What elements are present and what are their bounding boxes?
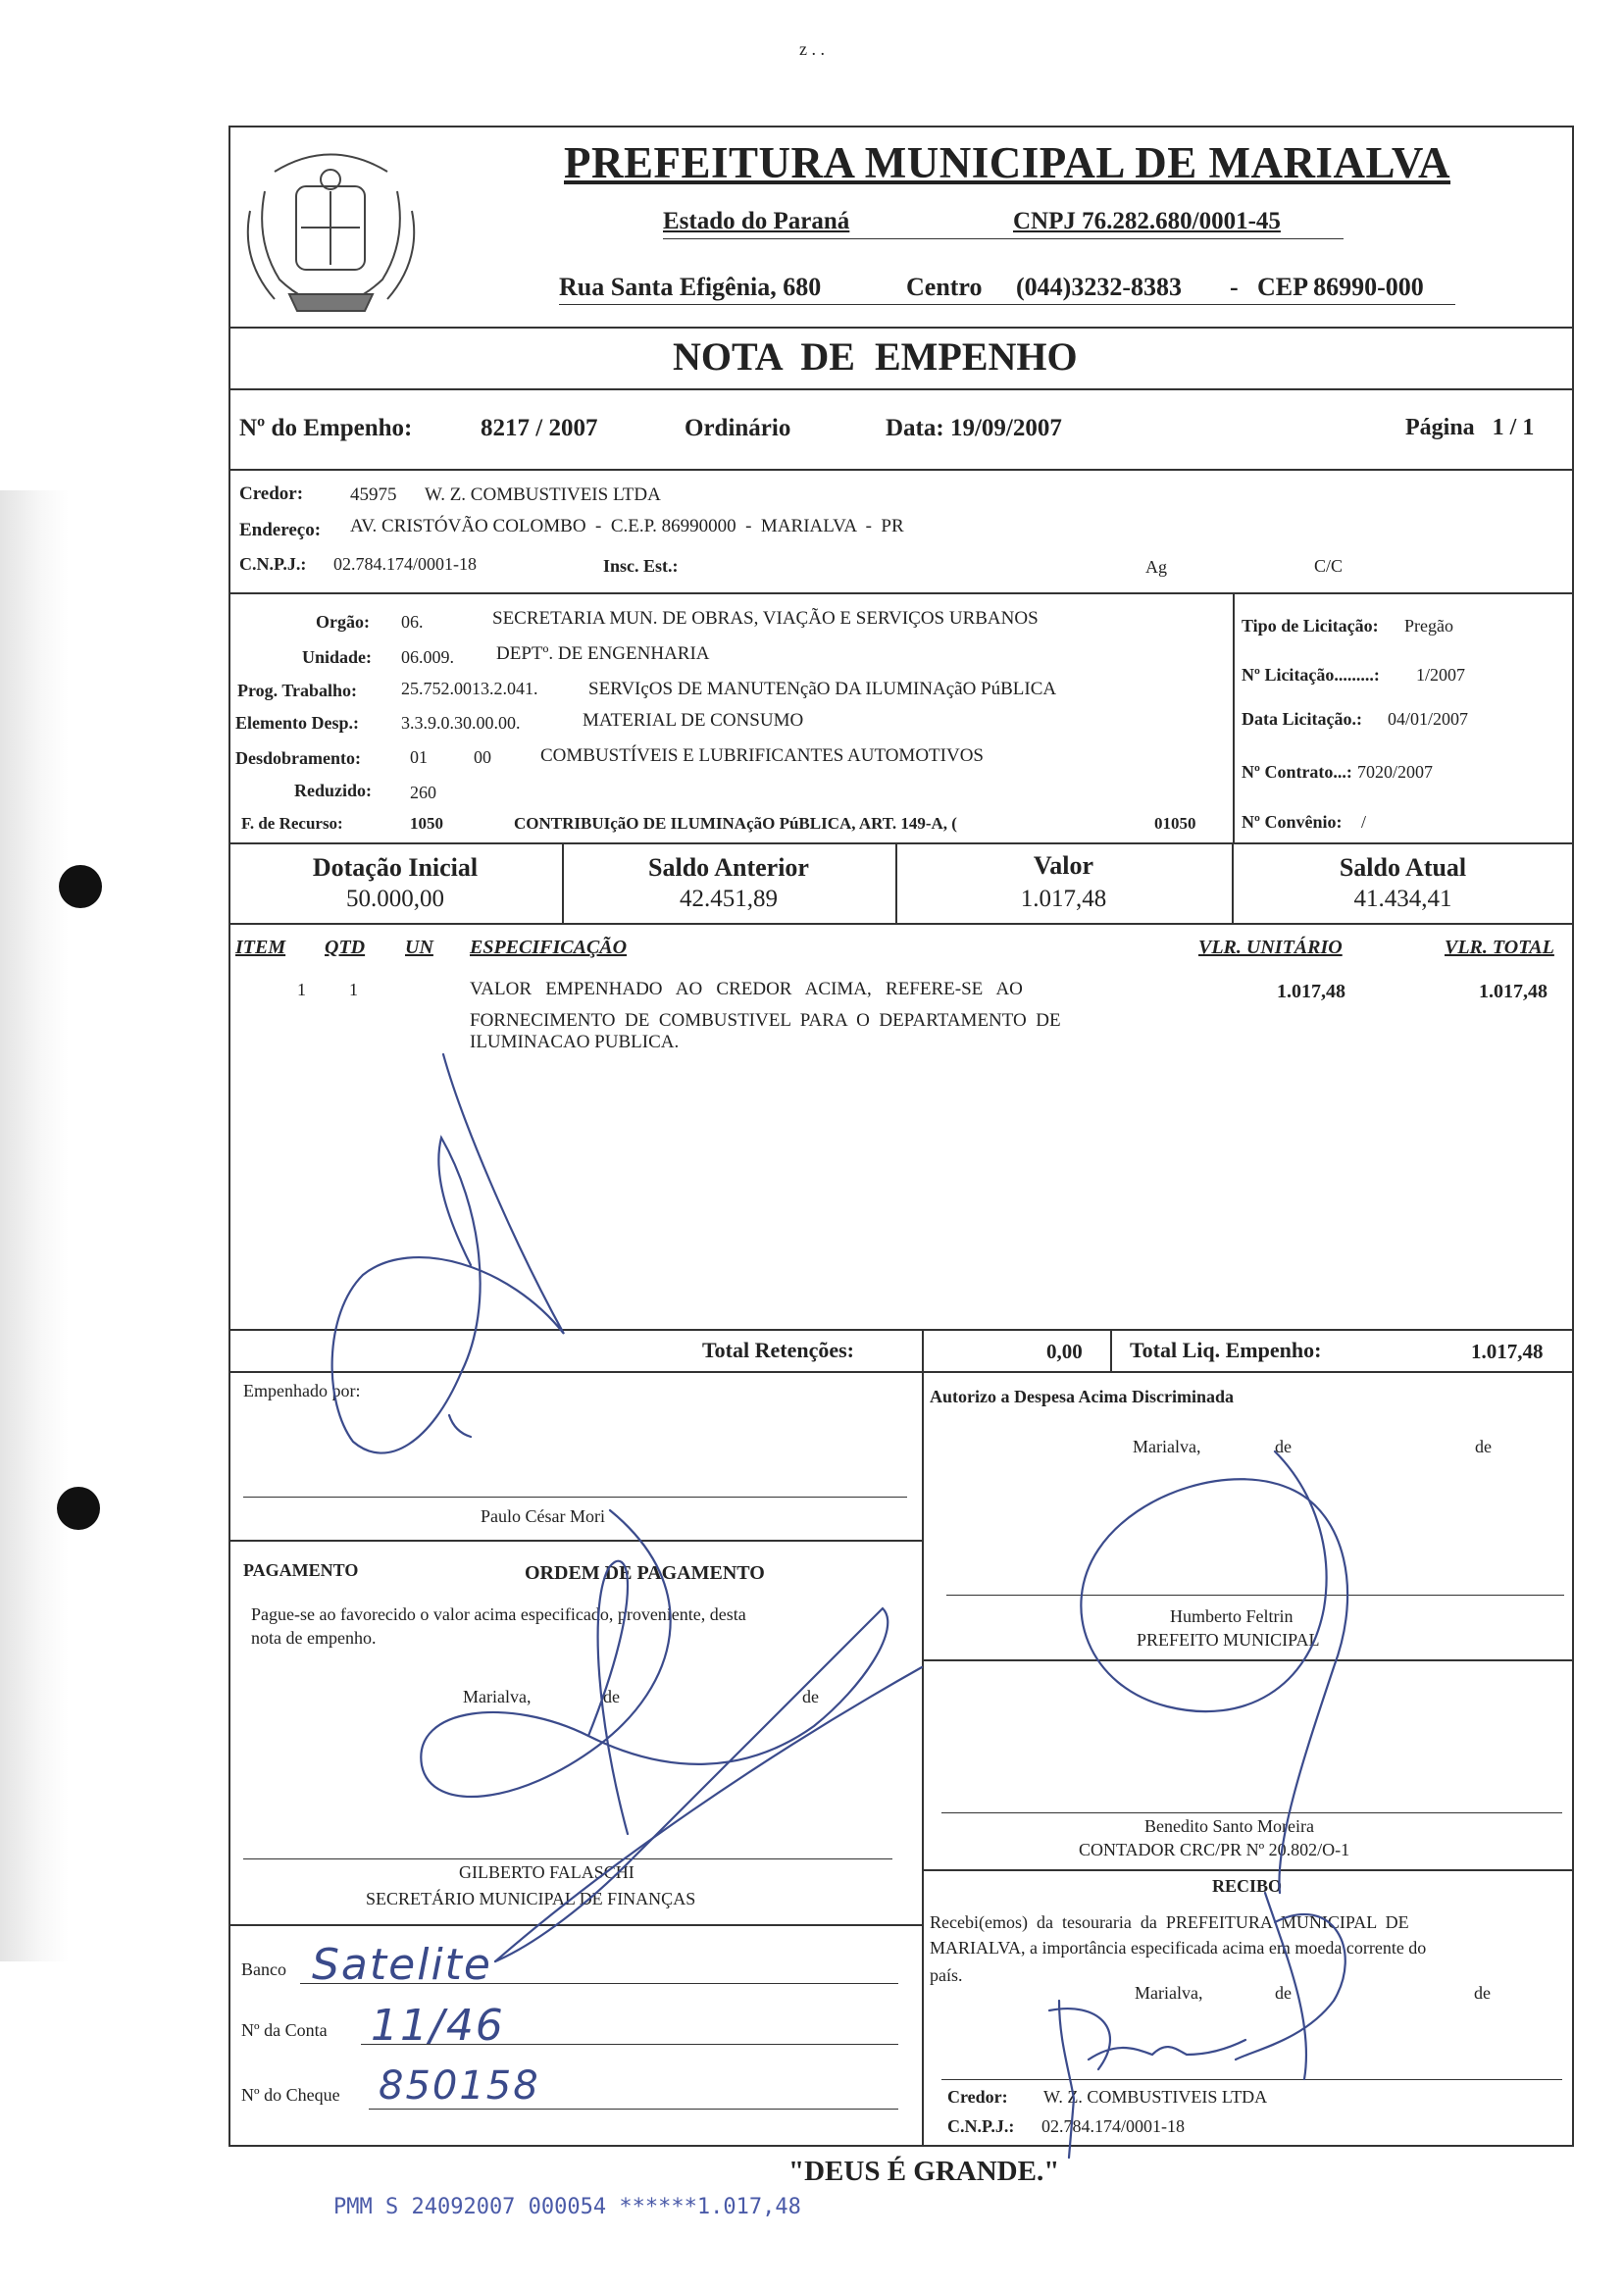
rec-de-2: de bbox=[1474, 1983, 1491, 2003]
header-rule-1 bbox=[663, 238, 1344, 239]
creditor-cnpj: 02.784.174/0001-18 bbox=[333, 554, 477, 574]
empenho-type: Ordinário bbox=[685, 415, 791, 441]
saldo-atual-value: 41.434,41 bbox=[1353, 886, 1452, 912]
desdobramento-name: COMBUSTÍVEIS E LUBRIFICANTES AUTOMOTIVOS bbox=[540, 745, 984, 766]
empenhado-label: Empenhado por: bbox=[243, 1381, 361, 1400]
conta-line bbox=[361, 2044, 898, 2045]
recibo-title: RECIBO bbox=[1212, 1876, 1283, 1896]
credor-label: Credor: bbox=[239, 483, 304, 504]
empenho-date: Data: 19/09/2007 bbox=[886, 415, 1062, 441]
col-un: UN bbox=[405, 937, 433, 958]
retencoes-label: Total Retenções: bbox=[702, 1338, 854, 1362]
prog-label: Prog. Trabalho: bbox=[237, 681, 358, 700]
banco-label: Banco bbox=[241, 1959, 286, 1979]
aut-de-2: de bbox=[1475, 1437, 1492, 1456]
footer-stamp: PMM S 24092007 000054 ******1.017,48 bbox=[333, 2195, 801, 2219]
recibo-line-3: país. bbox=[930, 1965, 963, 1985]
tipo-licitacao-value: Pregão bbox=[1404, 616, 1453, 636]
pag-marialva: Marialva, bbox=[463, 1687, 532, 1706]
dotacao-label: Dotação Inicial bbox=[312, 853, 479, 882]
divider-info bbox=[228, 469, 1574, 471]
divider-title bbox=[228, 388, 1574, 390]
empenhado-name: Paulo César Mori bbox=[481, 1506, 605, 1526]
top-marks: z . . bbox=[799, 39, 825, 59]
credor-name: W. Z. COMBUSTIVEIS LTDA bbox=[425, 484, 661, 505]
rec-cnpj-label: C.N.P.J.: bbox=[947, 2116, 1015, 2136]
header-dash: - bbox=[1230, 273, 1239, 301]
prog-code: 25.752.0013.2.041. bbox=[401, 679, 538, 698]
mayor-title: PREFEITO MUNICIPAL bbox=[1137, 1630, 1320, 1650]
saldo-anterior-value: 42.451,89 bbox=[680, 886, 778, 912]
pagamento-title: PAGAMENTO bbox=[243, 1560, 359, 1580]
dotacao-value: 50.000,00 bbox=[346, 886, 444, 912]
header-cnpj: CNPJ 76.282.680/0001-45 bbox=[1013, 208, 1281, 234]
col-spec: ESPECIFICAÇÃO bbox=[470, 937, 628, 958]
liq-empenho-value: 1.017,48 bbox=[1471, 1340, 1544, 1363]
aut-marialva: Marialva, bbox=[1133, 1437, 1201, 1456]
col-item: ITEM bbox=[235, 937, 286, 958]
saldo-anterior-label: Saldo Anterior bbox=[648, 853, 809, 882]
recibo-line-1: Recebi(emos) da tesouraria da PREFEITURA MUNICIPAL DE bbox=[930, 1912, 1409, 1932]
finance-signature-line bbox=[243, 1858, 892, 1859]
divider-empenhado bbox=[228, 1540, 922, 1542]
convenio-label: Nº Convênio: bbox=[1242, 812, 1343, 832]
contrato-value: 7020/2007 bbox=[1357, 762, 1434, 782]
rec-credor-value: W. Z. COMBUSTIVEIS LTDA bbox=[1043, 2087, 1268, 2107]
divider-budget bbox=[228, 842, 1574, 844]
valor-value: 1.017,48 bbox=[1020, 886, 1107, 912]
unidade-label: Unidade: bbox=[302, 647, 373, 667]
divider-budget-vertical bbox=[1233, 592, 1235, 842]
scan-shadow bbox=[0, 490, 69, 1961]
punch-hole-bottom bbox=[57, 1487, 100, 1530]
header-state: Estado do Paraná bbox=[663, 208, 850, 234]
contrato-label: Nº Contrato...: bbox=[1242, 762, 1352, 782]
item-unit-value: 1.017,48 bbox=[1277, 981, 1345, 1002]
reduzido-value: 260 bbox=[410, 783, 436, 802]
reduzido-label: Reduzido: bbox=[294, 781, 373, 800]
desdobramento-a: 01 bbox=[410, 747, 428, 767]
mayor-signature-line bbox=[946, 1595, 1564, 1596]
divider-retencoes-bottom bbox=[228, 1371, 1574, 1373]
divider-lower-vertical bbox=[922, 1371, 924, 2147]
elemento-name: MATERIAL DE CONSUMO bbox=[583, 710, 804, 731]
orgao-label: Orgão: bbox=[316, 612, 370, 632]
finance-name: GILBERTO FALASCHI bbox=[459, 1862, 634, 1882]
item-qtd: 1 bbox=[349, 980, 358, 999]
banco-value: Satelite bbox=[312, 1940, 492, 1990]
conta-label: Nº da Conta bbox=[241, 2020, 328, 2040]
item-spec-line-1: VALOR EMPENHADO AO CREDOR ACIMA, REFERE-SE AO bbox=[470, 979, 1023, 999]
item-total-value: 1.017,48 bbox=[1479, 981, 1548, 1002]
rec-de-1: de bbox=[1275, 1983, 1292, 2003]
conta-value: 11/46 bbox=[371, 2001, 505, 2051]
cnpj-label: C.N.P.J.: bbox=[239, 554, 307, 574]
recurso-name: CONTRIBUIçãO DE ILUMINAçãO PúBLICA, ART. 149-A, ( bbox=[514, 814, 957, 833]
desdobramento-label: Desdobramento: bbox=[235, 748, 361, 768]
divider-mayor bbox=[922, 1659, 1574, 1661]
liq-empenho-label: Total Liq. Empenho: bbox=[1130, 1338, 1322, 1362]
cheque-value: 850158 bbox=[379, 2063, 540, 2109]
convenio-value: / bbox=[1361, 812, 1367, 832]
recibo-line-2: MARIALVA, a importância especificada acima em moeda corrente do bbox=[930, 1938, 1427, 1958]
divider-totals bbox=[228, 923, 1574, 925]
num-licitacao-value: 1/2007 bbox=[1416, 665, 1466, 685]
divider-retencoes-top bbox=[228, 1329, 1574, 1331]
pague-line-1: Pague-se ao favorecido o valor acima especificado, proveniente, desta bbox=[251, 1604, 746, 1624]
header-phone: (044)3232-8383 bbox=[1016, 273, 1182, 301]
cheque-label: Nº do Cheque bbox=[241, 2085, 340, 2105]
municipal-coat-of-arms bbox=[235, 132, 427, 329]
recurso-label: F. de Recurso: bbox=[241, 814, 343, 833]
item-spec-line-2: FORNECIMENTO DE COMBUSTIVEL PARA O DEPARTAMENTO DE bbox=[470, 1010, 1061, 1031]
retencoes-divider-2 bbox=[1110, 1329, 1112, 1371]
endereco-label: Endereço: bbox=[239, 520, 322, 540]
prog-name: SERVIçOS DE MANUTENçãO DA ILUMINAçãO PúBLICA bbox=[588, 679, 1057, 699]
pag-de-2: de bbox=[802, 1687, 819, 1706]
orgao-code: 06. bbox=[401, 612, 424, 632]
header-rule-2 bbox=[559, 304, 1455, 305]
page-number: Página 1 / 1 bbox=[1405, 415, 1535, 440]
divider-header bbox=[228, 327, 1574, 329]
divider-accountant bbox=[922, 1869, 1574, 1871]
recibo-signature-line bbox=[941, 2079, 1562, 2080]
finance-title: SECRETÁRIO MUNICIPAL DE FINANÇAS bbox=[366, 1889, 696, 1908]
rec-cnpj-value: 02.784.174/0001-18 bbox=[1041, 2116, 1185, 2136]
aut-de-1: de bbox=[1275, 1437, 1292, 1456]
saldo-atual-label: Saldo Atual bbox=[1339, 853, 1467, 882]
header-title: PREFEITURA MUNICIPAL DE MARIALVA bbox=[564, 138, 1451, 187]
col-total-value: VLR. TOTAL bbox=[1445, 937, 1554, 958]
accountant-title: CONTADOR CRC/PR Nº 20.802/O-1 bbox=[1079, 1840, 1350, 1859]
header-district: Centro bbox=[906, 273, 983, 301]
retencoes-divider-1 bbox=[922, 1329, 924, 1371]
header-street: Rua Santa Efigênia, 680 bbox=[559, 273, 822, 301]
tipo-licitacao-label: Tipo de Licitação: bbox=[1242, 616, 1379, 636]
orgao-name: SECRETARIA MUN. DE OBRAS, VIAÇÃO E SERVIÇOS URBANOS bbox=[492, 608, 1039, 629]
creditor-address: AV. CRISTÓVÃO COLOMBO - C.E.P. 86990000 - MARIALVA - PR bbox=[350, 516, 904, 536]
rec-credor-label: Credor: bbox=[947, 2087, 1008, 2107]
banco-line bbox=[300, 1983, 898, 1984]
empenho-number: 8217 / 2007 bbox=[481, 415, 598, 441]
autorizo-title: Autorizo a Despesa Acima Discriminada bbox=[930, 1387, 1234, 1406]
footer-motto: "DEUS É GRANDE." bbox=[788, 2156, 1060, 2187]
ag-label: Ag bbox=[1145, 557, 1167, 577]
unidade-code: 06.009. bbox=[401, 647, 454, 667]
pague-line-2: nota de empenho. bbox=[251, 1628, 377, 1648]
empenhado-signature-line bbox=[243, 1497, 907, 1498]
data-licitacao-label: Data Licitação.: bbox=[1242, 709, 1362, 729]
accountant-signature-line bbox=[941, 1812, 1562, 1813]
empenho-label: Nº do Empenho: bbox=[239, 415, 413, 441]
divider-finance bbox=[228, 1924, 922, 1926]
recurso-code-2: 01050 bbox=[1154, 814, 1196, 833]
elemento-code: 3.3.9.0.30.00.00. bbox=[401, 713, 521, 733]
cc-label: C/C bbox=[1314, 556, 1344, 576]
elemento-label: Elemento Desp.: bbox=[235, 713, 359, 733]
pag-de-1: de bbox=[603, 1687, 620, 1706]
item-spec-line-3: ILUMINACAO PUBLICA. bbox=[470, 1032, 680, 1052]
divider-creditor bbox=[228, 592, 1574, 594]
header-cep: CEP 86990-000 bbox=[1257, 273, 1424, 301]
num-licitacao-label: Nº Licitação.........: bbox=[1242, 665, 1380, 685]
credor-code: 45975 bbox=[350, 484, 397, 505]
rec-marialva: Marialva, bbox=[1135, 1983, 1203, 2003]
col-qtd: QTD bbox=[325, 937, 366, 958]
col-unit-value: VLR. UNITÁRIO bbox=[1198, 937, 1343, 958]
unidade-name: DEPTº. DE ENGENHARIA bbox=[496, 643, 710, 664]
mayor-name: Humberto Feltrin bbox=[1170, 1606, 1294, 1626]
recurso-code: 1050 bbox=[410, 814, 443, 833]
item-number: 1 bbox=[297, 980, 306, 999]
desdobramento-b: 00 bbox=[474, 747, 491, 767]
punch-hole-top bbox=[59, 865, 102, 908]
data-licitacao-value: 04/01/2007 bbox=[1388, 709, 1469, 729]
ordem-title: ORDEM DE PAGAMENTO bbox=[525, 1562, 765, 1584]
cheque-line bbox=[369, 2109, 898, 2110]
document-title: NOTA DE EMPENHO bbox=[673, 334, 1078, 379]
accountant-name: Benedito Santo Moreira bbox=[1144, 1816, 1314, 1836]
insc-label: Insc. Est.: bbox=[603, 556, 679, 576]
valor-label: Valor bbox=[1033, 851, 1094, 880]
retencoes-value: 0,00 bbox=[1046, 1340, 1083, 1363]
